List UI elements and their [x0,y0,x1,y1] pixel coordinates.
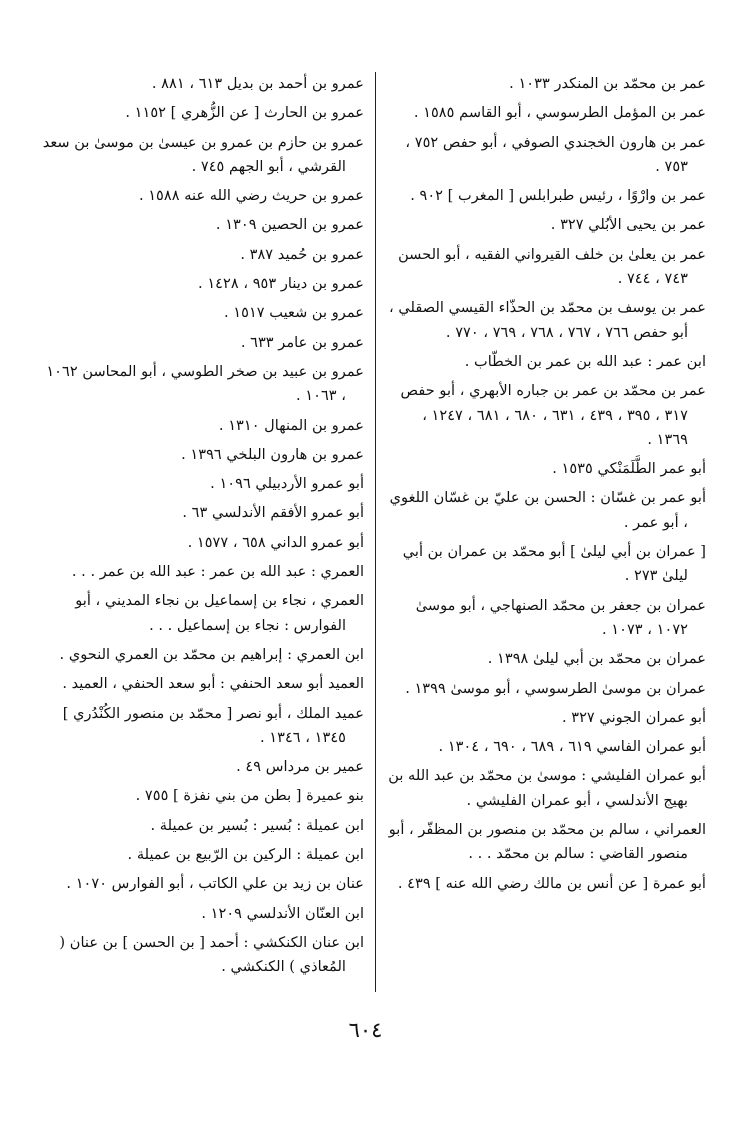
index-entry: أبو عمرو الداني ٦٥٨ ، ١٥٧٧ . [187,533,364,551]
index-entry: العميد أبو سعد الحنفي : أبو سعد الحنفي ، العميد . [62,675,364,693]
index-entry: ابن العمري : إبراهيم بن محمّد بن العمري النحوي . [59,645,364,663]
index-column-right [388,72,706,901]
index-entry: عمران بن محمّد بن أبي ليلىٰ ١٣٩٨ . [487,650,706,668]
index-entry: عمر بن محمّد بن المنكدر ١٠٣٣ . [509,75,706,92]
index-entry: أبو عمرة [ عن أنس بن مالك رضي الله عنه ] ٤٣٩ . [397,874,706,892]
index-entry: عمير بن مرداس ٤٩ . [236,758,364,776]
index-entry: ابن عميلة : الركين بن الرّبيع بن عميلة . [127,846,364,864]
index-entry: أبو عمرو الأفقم الأندلسي ٦٣ . [182,504,364,522]
index-entry: عمرو بن الحصين ١٣٠٩ . [215,216,364,234]
index-entry: عمر بن يعلىٰ بن خلف القيرواني الفقيه ، أبو الحسن ٧٤٣ ، ٧٤٤ . [398,245,706,288]
index-entry: العمري ، نجاء بن إسماعيل بن نجاء المديني ، أبو الفوارس : نجاء بن إسماعيل . . . [75,592,364,634]
index-entry: ابن العنّان الأندلسي ١٢٠٩ . [201,904,364,922]
index-entry: أبو عمران الفاسي ٦١٩ ، ٦٨٩ ، ٦٩٠ ، ١٣٠٤ . [438,738,706,756]
index-entry: عمر بن يحيى الأبُلي ٣٢٧ . [550,216,706,234]
index-column-left [42,72,364,985]
index-entry: أبو عمران الجوني ٣٢٧ . [561,708,706,726]
page-number: ٦٠٤ [348,1018,383,1042]
index-entry: بنو عميرة [ بطن من بني نفزة ] ٧٥٥ . [135,787,364,805]
index-entry: عمرو بن هارون البلخي ١٣٩٦ . [181,445,364,463]
index-entry: عمرو بن حُميد ٣٨٧ . [240,245,364,263]
index-entry: أبو عمران الفليشي : موسىٰ بن محمّد بن عبد الله بن بهيج الأندلسي ، أبو عمران الفليشي . [388,767,706,809]
index-entry: عمران بن جعفر بن محمّد الصنهاجي ، أبو موسىٰ ١٠٧٢ ، ١٠٧٣ . [415,596,706,638]
index-entry: ابن عنان الكنكشي : أحمد [ بن الحسن ] بن عنان ( المُعاذي ) الكنكشي . [59,933,364,976]
index-entry: العمري : عبد الله بن عمر : عبد الله بن عمر . . . [71,563,364,581]
index-entry: أبو عمر بن غسّان : الحسن بن عليّ بن غسّان اللغوي ، أبو عمر . [389,489,706,531]
index-entry: عمرو بن دينار ٩٥٣ ، ١٤٢٨ . [198,275,364,293]
index-entry: عمرو بن حازم بن عمرو بن عيسىٰ بن موسىٰ بن سعد القرشي ، أبو الجهم ٧٤٥ . [42,133,364,175]
index-entry: العمراني ، سالم بن محمّد بن منصور بن المظفّر ، أبو منصور القاضي : سالم بن محمّد . . . [388,821,706,863]
index-entry: عنان بن زيد بن علي الكاتب ، أبو الفوارس ١٠٧٠ . [66,875,364,893]
index-entry: عمرو بن حريث رضي الله عنه ١٥٨٨ . [138,187,364,205]
index-entry: عمر بن محمّد بن عمر بن جباره الأبهري ، أبو حفص ٣١٧ ، ٣٩٥ ، ٤٣٩ ، ٦٣١ ، ٦٨٠ ، ٦٨١ ، ١٢٤٧ ، ١٣٦٩ . [400,382,706,448]
index-entry: عمرو بن عامر ٦٣٣ . [240,333,364,351]
index-entry: أبو عمر الطَّلَمَنْكي ١٥٣٥ . [552,460,706,478]
index-entry: عمرو بن أحمد بن بديل ٦١٣ ، ٨٨١ . [151,75,364,92]
index-entry: عمر بن المؤمل الطرسوسي ، أبو القاسم ١٥٨٥ . [413,104,706,122]
index-entry: [ عمران بن أبي ليلىٰ ] أبو محمّد بن عمران بن أبي ليلىٰ ٢٧٣ . [402,543,706,585]
column-divider [375,72,376,992]
index-entry: ابن عمر : عبد الله بن عمر بن الخطّاب . [464,352,706,370]
index-entry: ابن عميلة : بُسير : بُسير بن عميلة . [150,816,364,834]
index-entry: عمر بن وارْوًا ، رئيس طبرابلس [ المغرب ] ٩٠٢ . [410,187,706,205]
index-entry: عميد الملك ، أبو نصر [ محمّد بن منصور الكُنْدُري ] ١٣٤٥ ، ١٣٤٦ . [62,704,364,746]
index-entry: عمر بن يوسف بن محمّد بن الحذّاء القيسي الصقلي ، أبو حفص ٧٦٦ ، ٧٦٧ ، ٧٦٨ ، ٧٦٩ ، ٧٧٠ . [389,299,706,341]
index-entry: عمر بن هارون الخجندي الصوفي ، أبو حفص ٧٥٢ ، ٧٥٣ . [405,133,706,175]
index-entry: عمرو بن عبيد بن صخر الطوسي ، أبو المحاسن ١٠٦٢ ، ١٠٦٣ . [46,362,364,405]
index-entry: عمرو بن المنهال ١٣١٠ . [218,416,364,434]
index-entry: أبو عمرو الأردبيلي ١٠٩٦ . [210,475,364,493]
index-entry: عمرو بن شعيب ١٥١٧ . [224,304,364,322]
index-entry: عمرو بن الحارث [ عن الزُّهري ] ١١٥٢ . [125,104,364,122]
index-entry: عمران بن موسىٰ الطرسوسي ، أبو موسىٰ ١٣٩٩ . [405,679,706,697]
